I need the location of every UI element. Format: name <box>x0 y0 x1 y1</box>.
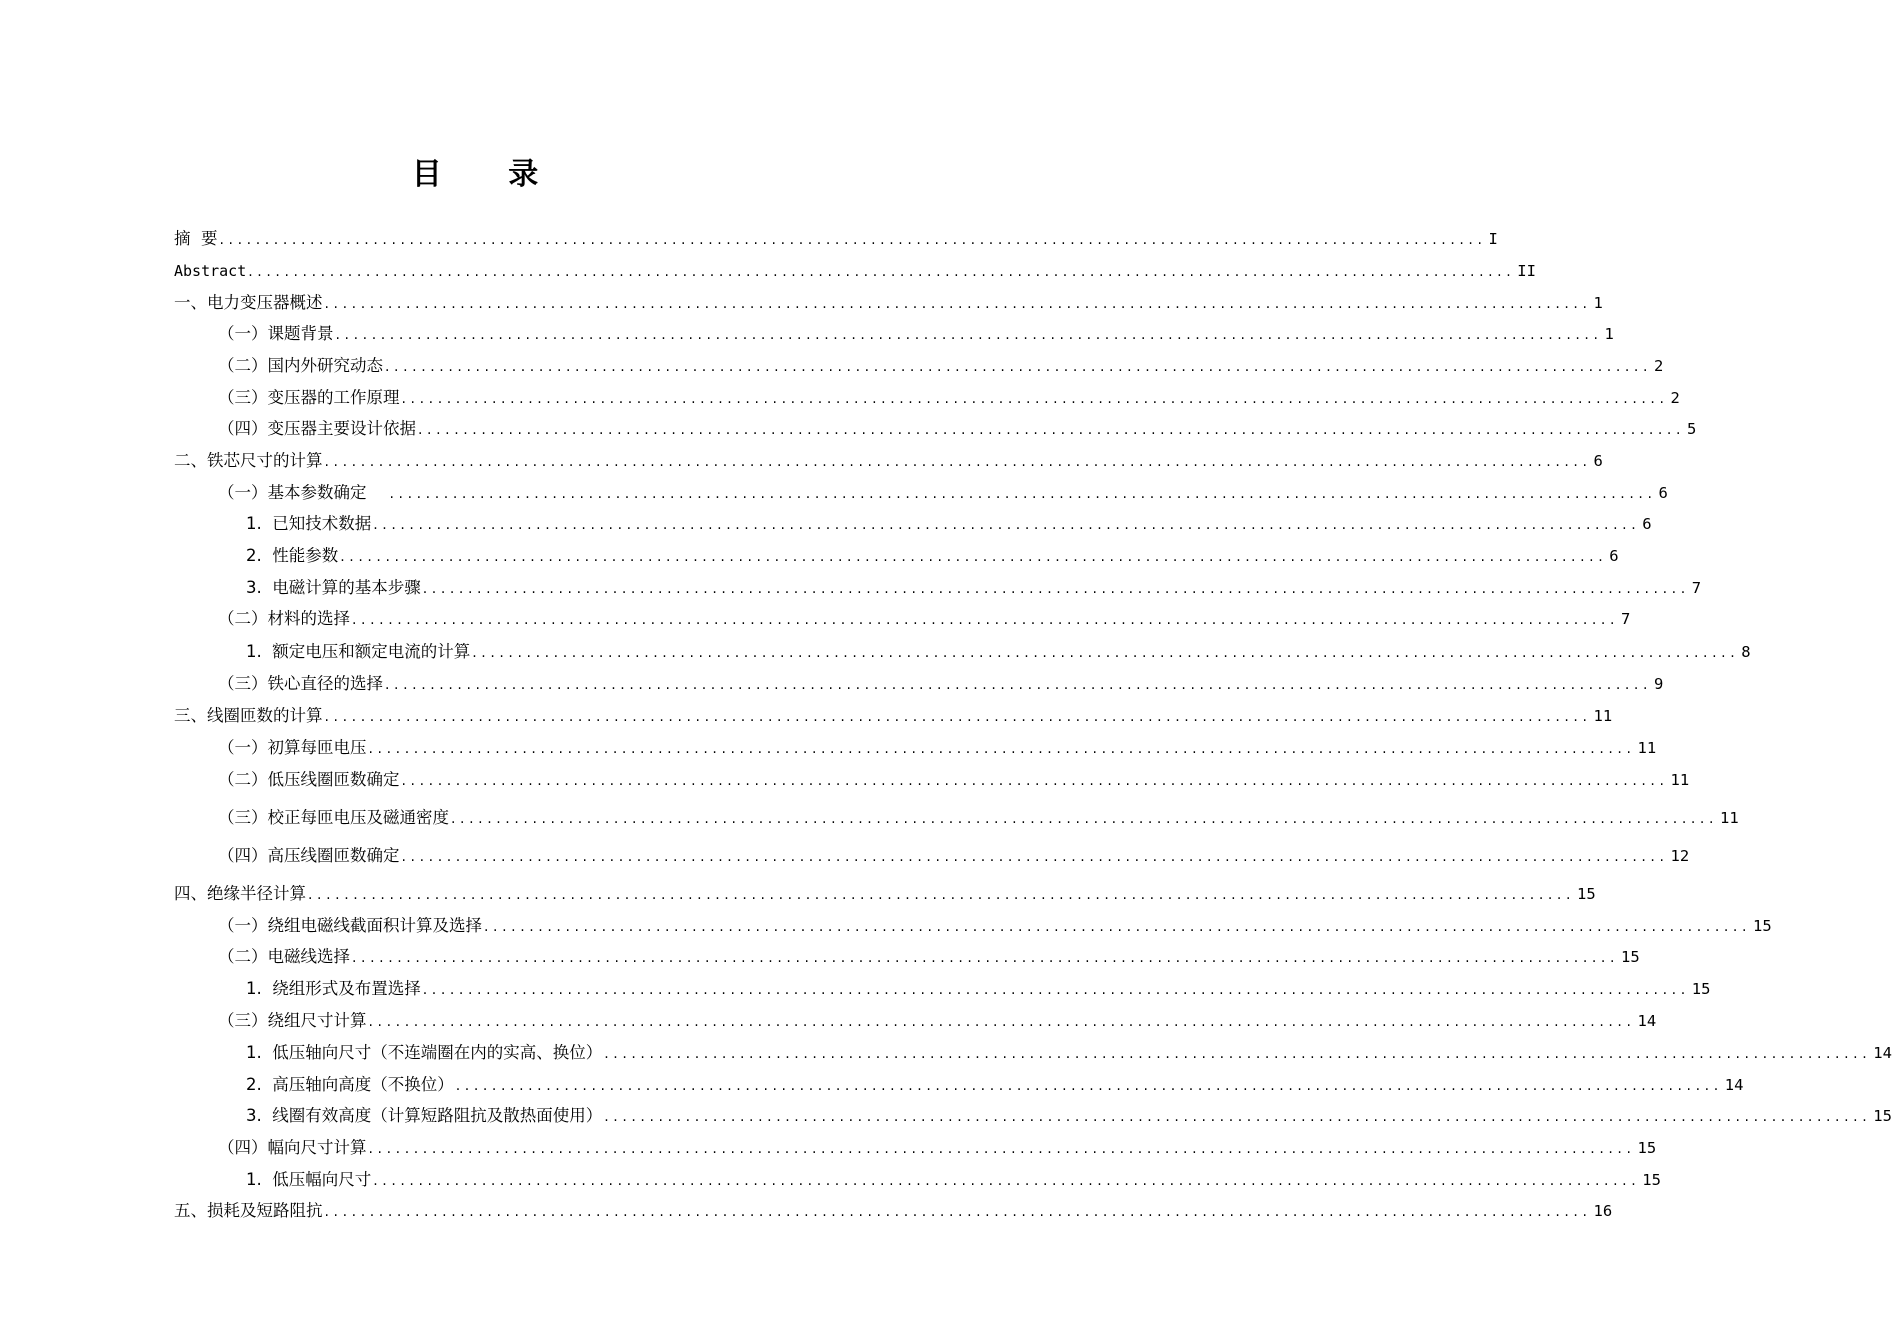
toc-leader-dots: ............................................................................................................................................ <box>368 741 1636 757</box>
toc-entry <box>174 321 1614 347</box>
toc-page-number: 1 <box>1604 325 1614 343</box>
toc-entry <box>174 1198 1613 1224</box>
toc-page-number: 7 <box>1691 579 1702 597</box>
toc-leader-dots: ............................................................................................................................................ <box>472 645 1740 661</box>
toc-leader-dots: ............................................................................................................................................ <box>373 1173 1641 1189</box>
toc-leader-dots: ............................................................................................................................................ <box>324 454 1592 470</box>
toc-entry-title: 2. 高压轴向高度（不换位） <box>246 1075 454 1094</box>
toc-entry <box>174 913 1772 939</box>
toc-entry-title: 一、电力变压器概述 <box>174 293 323 312</box>
toc-entry-title: 1. 绕组形式及布置选择 <box>246 979 421 998</box>
toc-leader-dots: ............................................................................................................................................ <box>324 709 1592 725</box>
toc-leader-dots: ............................................................................................................................................ <box>484 919 1752 935</box>
toc-entry <box>174 480 1668 506</box>
toc-page-number: 12 <box>1670 847 1690 865</box>
toc-leader-dots: ............................................................................................................................................ <box>352 612 1620 628</box>
toc-leader-dots: ............................................................................................................................................ <box>455 1078 1723 1094</box>
toc-entry-title: （四）变压器主要设计依据 <box>218 419 416 438</box>
toc-leader-dots: ............................................................................................................................................ <box>219 232 1487 248</box>
toc-leader-dots: ............................................................................................................................................ <box>451 811 1719 827</box>
toc-entry <box>174 1040 1892 1066</box>
toc-entry-title: 2. 性能参数 <box>246 546 339 565</box>
toc-page-number: 2 <box>1670 389 1680 407</box>
toc-page-number: 7 <box>1621 610 1631 628</box>
toc-leader-dots: ............................................................................................................................................ <box>308 887 1576 903</box>
toc-leader-dots: ............................................................................................................................................ <box>368 1141 1636 1157</box>
toc-entry <box>174 1135 1657 1161</box>
page-title: 目 录 <box>411 157 567 192</box>
toc-page-number: 6 <box>1642 515 1652 533</box>
toc-entry <box>174 1103 1892 1129</box>
toc-leader-dots: ............................................................................................................................................ <box>368 1014 1636 1030</box>
toc-entry <box>174 703 1613 729</box>
toc-entry-title: 3. 电磁计算的基本步骤 <box>246 578 421 597</box>
toc-entry <box>174 1008 1657 1034</box>
toc-entry <box>174 606 1631 632</box>
toc-page-number: 15 <box>1753 917 1772 935</box>
toc-entry <box>174 353 1664 379</box>
toc-leader-dots: ............................................................................................................................................ <box>385 677 1653 693</box>
toc-entry-title: 1. 已知技术数据 <box>246 514 372 533</box>
toc-page-number: 11 <box>1670 771 1690 789</box>
toc-entry <box>174 575 1702 601</box>
toc-entry-title: 1. 低压轴向尺寸（不连端圈在内的实高、换位） <box>246 1043 603 1062</box>
toc-entry-title: （三）校正每匝电压及磁通密度 <box>218 808 449 827</box>
toc-entry-title: （一）绕组电磁线截面积计算及选择 <box>218 916 482 935</box>
toc-page-number: 6 <box>1593 452 1603 470</box>
toc-page-number: 2 <box>1654 357 1664 375</box>
toc-entry <box>174 735 1657 761</box>
toc-entry-title: 3. 线圈有效高度（计算短路阻抗及散热面使用） <box>246 1106 603 1125</box>
toc-entry-title: （三）铁心直径的选择 <box>218 674 383 693</box>
toc-page-number: 14 <box>1637 1012 1657 1030</box>
toc-entry <box>174 448 1603 474</box>
toc-leader-dots: ............................................................................................................................................ <box>324 1204 1592 1220</box>
toc-leader-dots: ............................................................................................................................................ <box>335 327 1603 343</box>
toc-page-number: 15 <box>1691 980 1711 998</box>
toc-entry <box>174 843 1690 869</box>
toc-leader-dots: ............................................................................................................................................ <box>340 549 1608 565</box>
toc-entry <box>174 671 1664 697</box>
toc-page-number: 14 <box>1724 1076 1744 1094</box>
toc-entry-title: 四、绝缘半径计算 <box>174 884 306 903</box>
toc-page-number: 1 <box>1593 294 1603 312</box>
toc-leader-dots: ............................................................................................................................................ <box>352 950 1620 966</box>
toc-page-number: 15 <box>1577 885 1596 903</box>
toc-entry-title: 五、损耗及短路阻抗 <box>174 1201 323 1220</box>
toc-leader-dots: ............................................................................................................................................ <box>401 849 1669 865</box>
toc-entry-title: （一）初算每匝电压 <box>218 738 367 757</box>
toc-page-number: 6 <box>1609 547 1619 565</box>
toc-leader-dots: ............................................................................................................................................ <box>385 359 1653 375</box>
toc-entry-title: 1. 额定电压和额定电流的计算 <box>246 642 471 661</box>
toc-leader-dots: ............................................................................................................................................ <box>389 486 1657 502</box>
toc-page-number: 14 <box>1873 1044 1892 1062</box>
toc-entry <box>174 767 1690 793</box>
toc-entry-title: 1. 低压幅向尺寸 <box>246 1170 372 1189</box>
toc-entry <box>174 543 1619 569</box>
toc-leader-dots: ............................................................................................................................................ <box>418 422 1686 438</box>
toc-entry <box>174 944 1640 970</box>
toc-page-number: 6 <box>1658 484 1668 502</box>
toc-entry <box>174 805 1739 831</box>
toc-entry-title: （三）绕组尺寸计算 <box>218 1011 367 1030</box>
toc-page-number: 11 <box>1637 739 1657 757</box>
toc-leader-dots: ............................................................................................................................................ <box>401 773 1669 789</box>
toc-entry <box>174 385 1680 411</box>
toc-leader-dots: ............................................................................................................................................ <box>604 1046 1872 1062</box>
toc-entry <box>174 1072 1744 1098</box>
toc-entry <box>174 639 1751 665</box>
toc-page-number: 9 <box>1654 675 1664 693</box>
toc-page-number: 5 <box>1687 420 1697 438</box>
toc-entry-title: （二）电磁线选择 <box>218 947 350 966</box>
toc-entry-title: 摘 要 <box>174 229 218 248</box>
toc-page-number: 8 <box>1741 643 1751 661</box>
toc-entry <box>174 976 1711 1002</box>
toc-entry-title: （三）变压器的工作原理 <box>218 388 400 407</box>
toc-page-number: 11 <box>1593 707 1613 725</box>
toc-page-number: II <box>1517 262 1536 280</box>
toc-page-number: I <box>1488 230 1498 248</box>
toc-entry <box>174 290 1603 316</box>
toc-entry-title: Abstract <box>174 262 247 280</box>
toc-page-number: 11 <box>1720 809 1739 827</box>
toc-page-number: 15 <box>1621 948 1640 966</box>
toc-entry <box>174 511 1652 537</box>
toc-entry <box>174 258 1536 284</box>
toc-leader-dots: ............................................................................................................................................ <box>401 391 1669 407</box>
toc-entry <box>174 226 1498 252</box>
toc-entry-title: （二）国内外研究动态 <box>218 356 383 375</box>
toc-leader-dots: ............................................................................................................................................ <box>248 264 1516 280</box>
toc-entry-title: 二、铁芯尺寸的计算 <box>174 451 323 470</box>
toc-leader-dots: ............................................................................................................................................ <box>604 1109 1872 1125</box>
toc-entry-title: （一）基本参数确定 <box>218 483 388 502</box>
toc-page-number: 15 <box>1642 1171 1661 1189</box>
toc-page-number: 15 <box>1637 1139 1657 1157</box>
toc-entry <box>174 1167 1661 1193</box>
toc-leader-dots: ............................................................................................................................................ <box>422 982 1690 998</box>
toc-entry-title: （一）课题背景 <box>218 324 334 343</box>
toc-entry-title: （二）材料的选择 <box>218 609 350 628</box>
toc-entry-title: 三、线圈匝数的计算 <box>174 706 323 725</box>
toc-entry-title: （二）低压线圈匝数确定 <box>218 770 400 789</box>
toc-entry-title: （四）高压线圈匝数确定 <box>218 846 400 865</box>
toc-entry <box>174 881 1596 907</box>
toc-page-number: 16 <box>1593 1202 1613 1220</box>
toc-page-number: 15 <box>1873 1107 1892 1125</box>
toc-leader-dots: ............................................................................................................................................ <box>373 517 1641 533</box>
toc-leader-dots: ............................................................................................................................................ <box>422 581 1690 597</box>
toc-leader-dots: ............................................................................................................................................ <box>324 296 1592 312</box>
toc-entry <box>174 416 1697 442</box>
toc-entry-title: （四）幅向尺寸计算 <box>218 1138 367 1157</box>
